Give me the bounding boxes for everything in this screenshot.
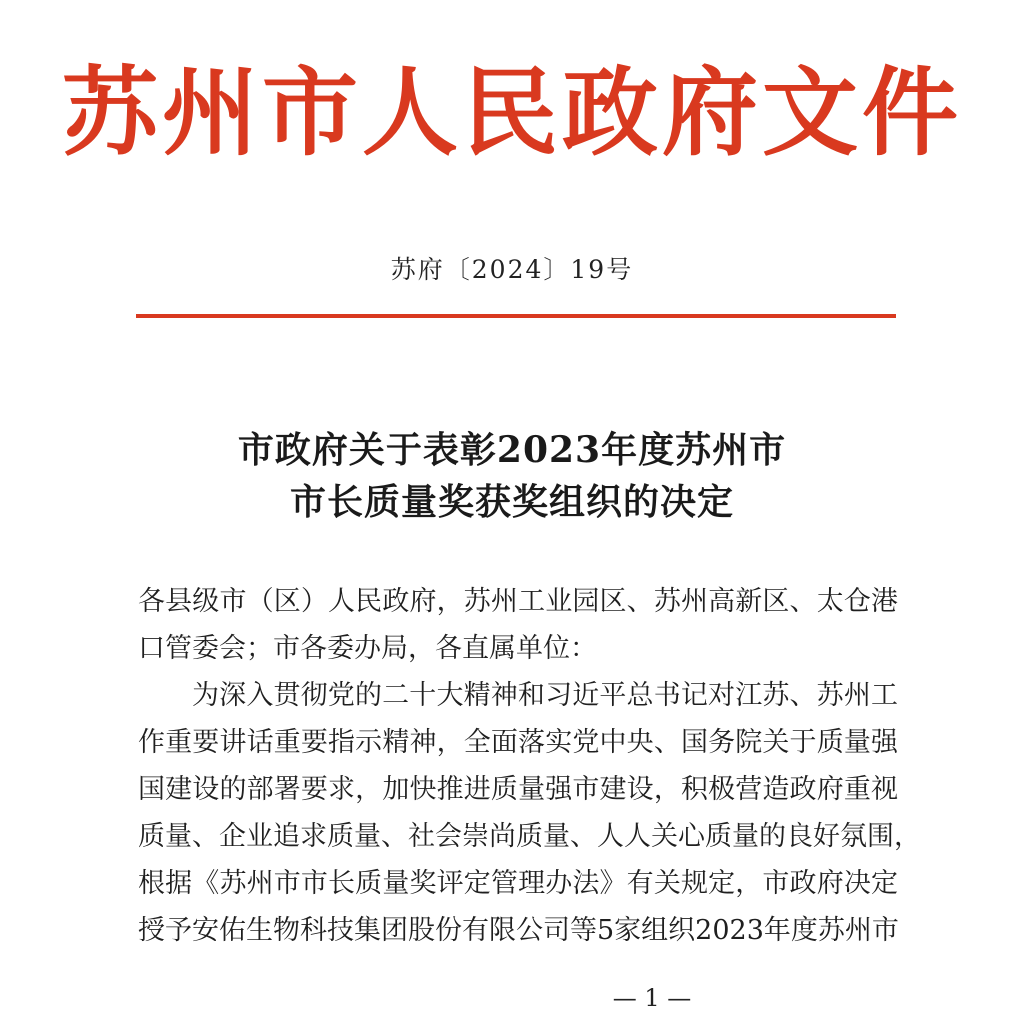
paragraph-line: 国建设的部署要求，加快推进质量强市建设，积极营造政府重视 (138, 774, 898, 805)
red-divider-line (136, 314, 896, 318)
title-line: 市长质量奖获奖组织的决定 (289, 481, 734, 523)
paragraph-line: 质量、企业追求质量、社会崇尚质量、人人关心质量的良好氛围， (138, 821, 921, 852)
addressee-line: 口管委会；市各委办局，各直属单位： (138, 633, 597, 664)
paragraph-line: 授予安佑生物科技集团股份有限公司等5家组织2023年度苏州市 (138, 915, 899, 946)
document-title (0, 424, 1024, 528)
paragraph-line: 作重要讲话重要指示精神，全面落实党中央、国务院关于质量强 (138, 727, 898, 758)
addressee-line: 各县级市（区）人民政府，苏州工业园区、苏州高新区、太仓港 (138, 586, 898, 617)
document-body (138, 578, 921, 954)
title-line: 市政府关于表彰2023年度苏州市 (237, 429, 787, 471)
paragraph-line: 根据《苏州市市长质量奖评定管理办法》有关规定，市政府决定 (138, 868, 898, 899)
document-number: 苏府〔2024〕19号 (390, 255, 634, 284)
page-number: — 1 — (612, 984, 692, 1012)
paragraph-line: 为深入贯彻党的二十大精神和习近平总书记对江苏、苏州工 (192, 680, 898, 711)
document-masthead: 苏州市人民政府文件 (62, 56, 962, 169)
